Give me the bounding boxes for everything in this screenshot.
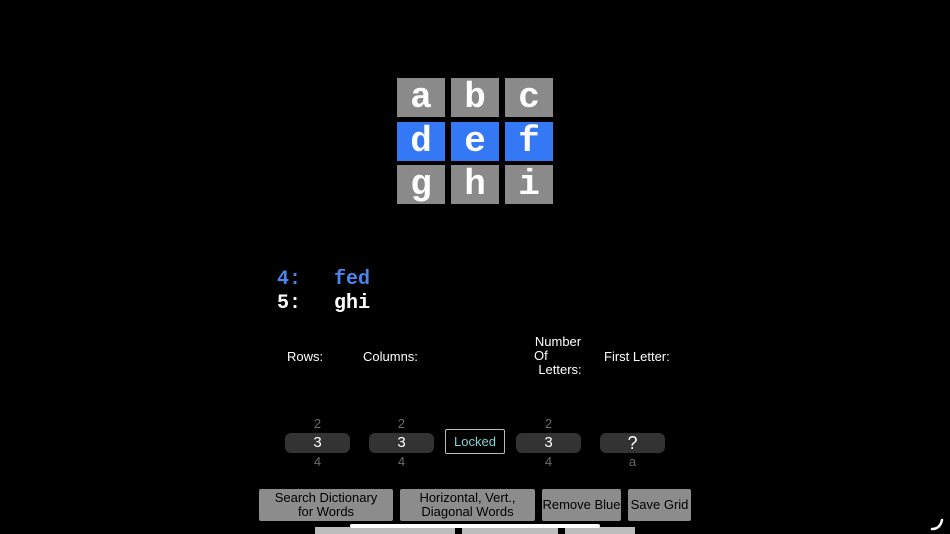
found-words-list	[277, 268, 370, 316]
rows-label: Rows:	[287, 349, 324, 364]
partial-button[interactable]	[315, 527, 455, 534]
save-grid-button[interactable]: Save Grid	[628, 489, 691, 521]
grid-cell-c[interactable]: c	[505, 78, 553, 117]
horizontal-vertical-diagonal-button[interactable]: Horizontal, Vert., Diagonal Words	[400, 489, 535, 521]
search-dictionary-button[interactable]: Search Dictionary for Words	[259, 489, 393, 521]
locked-toggle[interactable]: Locked	[445, 429, 505, 454]
rows-picker[interactable]: 2 3 4	[285, 417, 350, 469]
grid-cell-f[interactable]: f	[505, 122, 553, 161]
home-indicator[interactable]	[350, 524, 600, 528]
partial-button[interactable]	[565, 527, 635, 534]
found-word-row[interactable]	[277, 268, 370, 292]
number-of-letters-label: Number Of Letters:	[534, 334, 582, 377]
columns-label: Columns:	[363, 349, 418, 364]
letters-picker[interactable]: 2 3 4	[516, 417, 581, 469]
found-word-row[interactable]	[277, 292, 370, 316]
grid-cell-i[interactable]: i	[505, 165, 553, 204]
letter-grid	[397, 78, 553, 204]
grid-cell-a[interactable]: a	[397, 78, 445, 117]
first-letter-label: First Letter:	[604, 349, 670, 364]
grid-cell-d[interactable]: d	[397, 122, 445, 161]
grid-cell-h[interactable]: h	[451, 165, 499, 204]
first-letter-picker[interactable]: ? a	[600, 417, 665, 469]
word-number: 4:	[277, 268, 302, 291]
columns-picker[interactable]: 2 3 4	[369, 417, 434, 469]
remove-blue-button[interactable]: Remove Blue	[542, 489, 621, 521]
grid-cell-e[interactable]: e	[451, 122, 499, 161]
word-text: fed	[334, 268, 371, 291]
grid-cell-g[interactable]: g	[397, 165, 445, 204]
word-number: 5:	[277, 292, 302, 315]
grid-cell-b[interactable]: b	[451, 78, 499, 117]
word-text: ghi	[334, 292, 371, 315]
resize-handle-icon[interactable]	[930, 517, 944, 531]
partial-button[interactable]	[462, 527, 558, 534]
